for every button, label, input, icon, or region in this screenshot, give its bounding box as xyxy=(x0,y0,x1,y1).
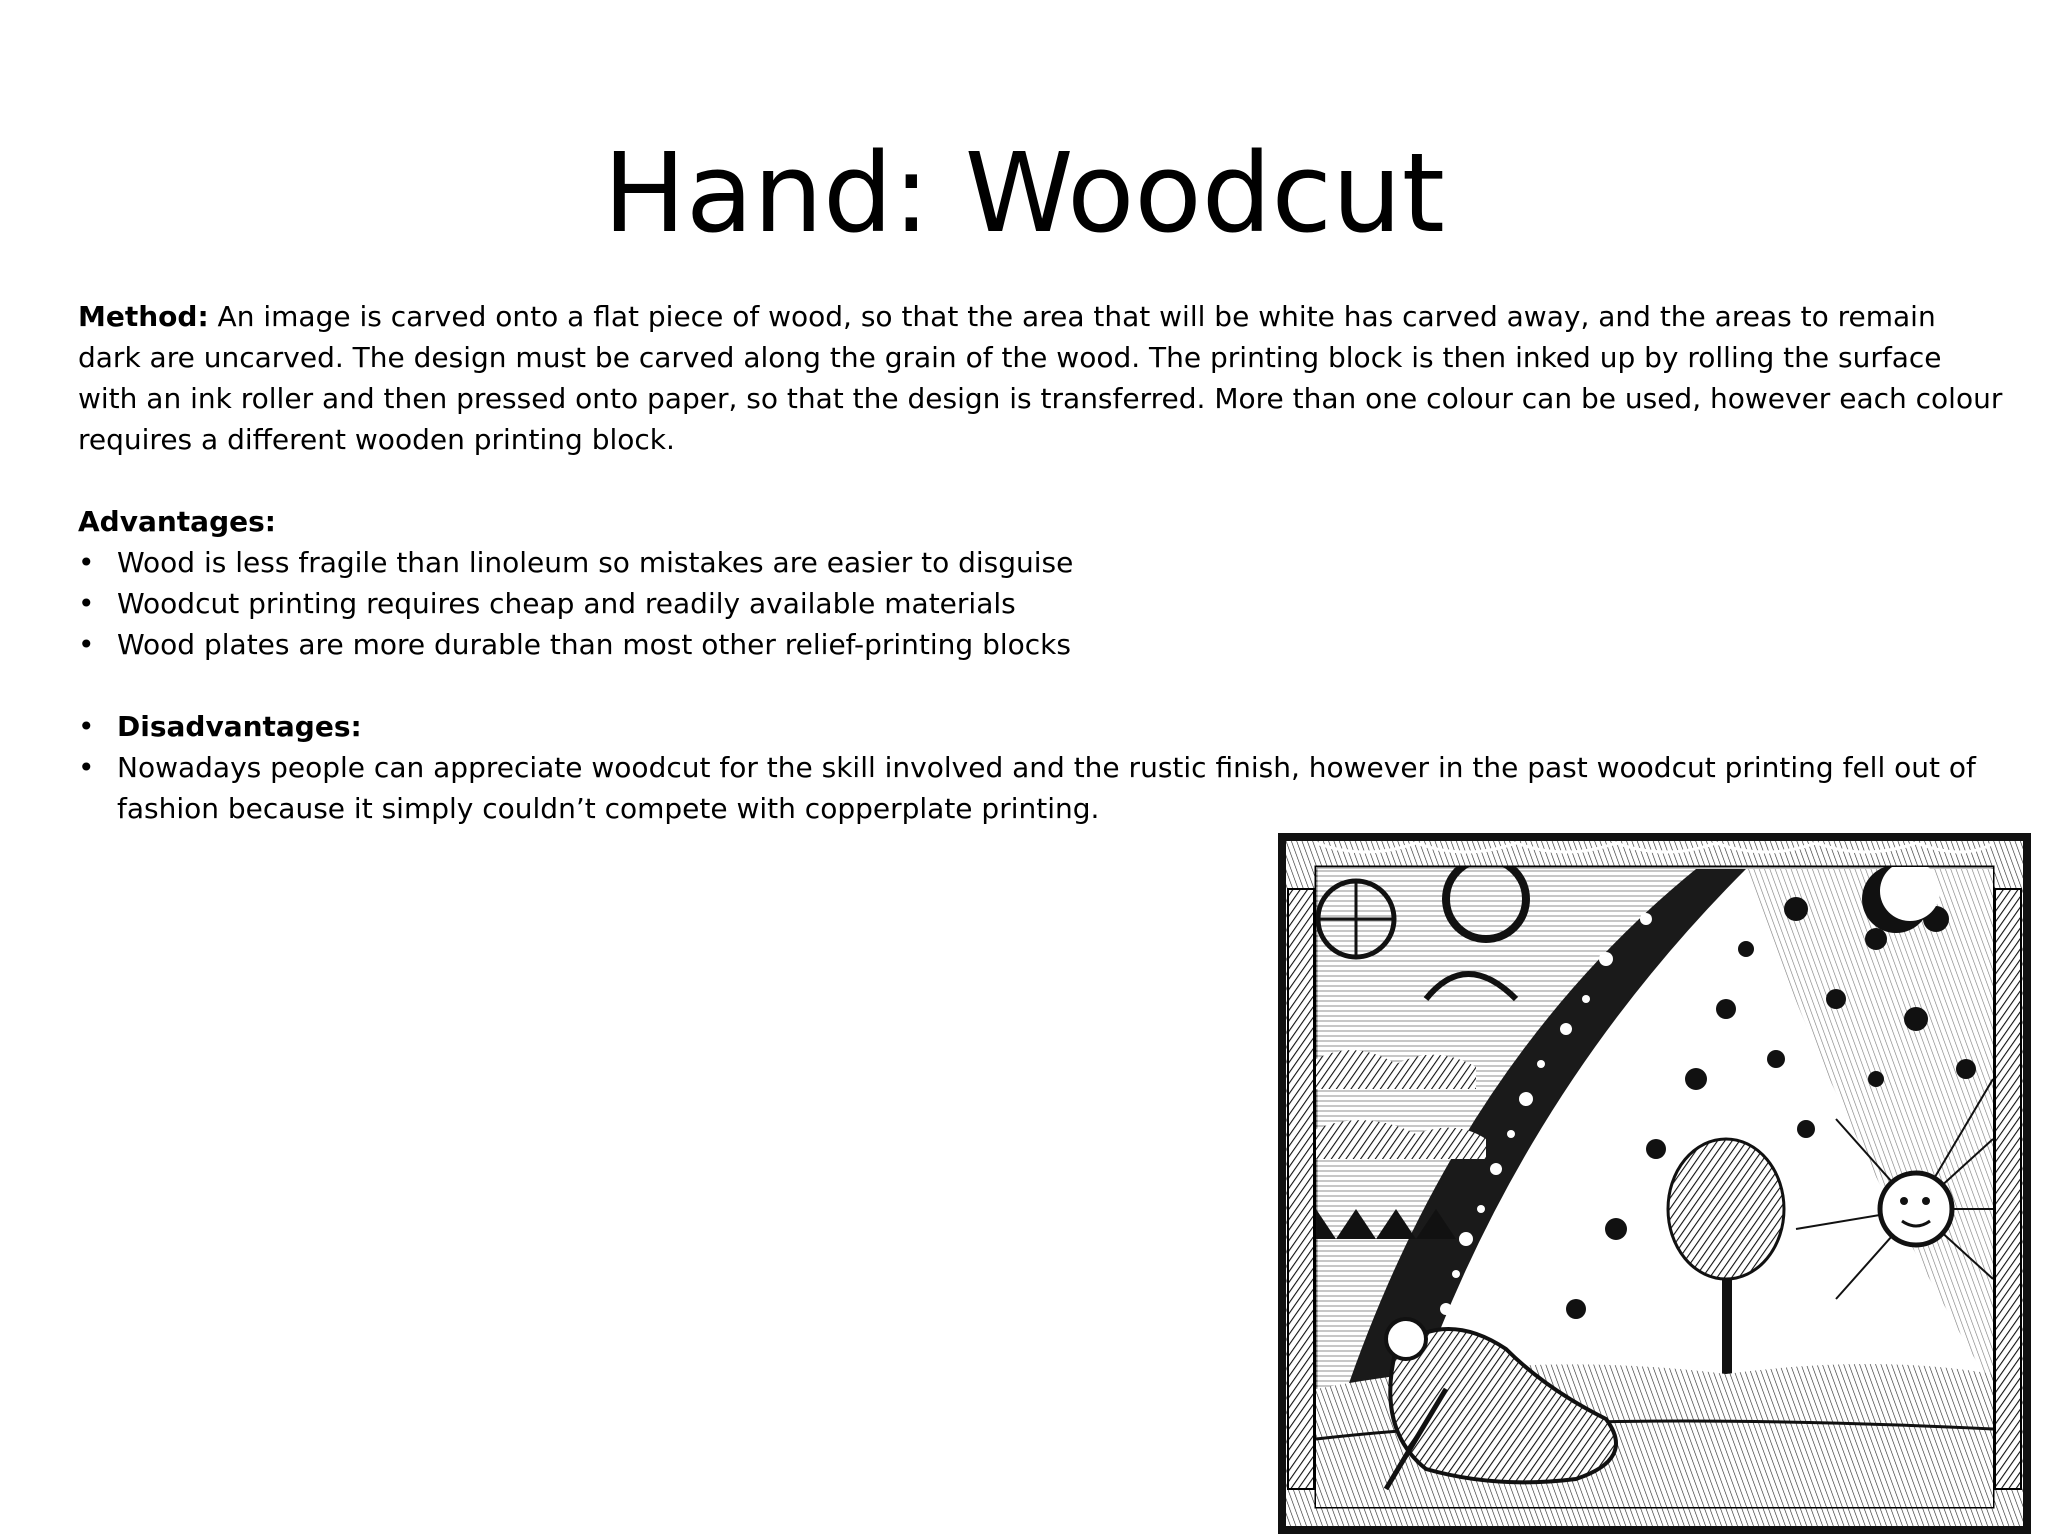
advantages-list xyxy=(78,542,2003,665)
disadvantages-heading-item xyxy=(78,706,2003,747)
spacer xyxy=(78,665,2003,706)
advantage-text: Woodcut printing requires cheap and readily available materials xyxy=(117,587,1016,620)
advantage-text: Wood is less fragile than linoleum so mistakes are easier to disguise xyxy=(117,546,1074,579)
advantage-item xyxy=(78,542,2003,583)
flammarion-woodcut-image xyxy=(1276,829,2033,1536)
slide-title: Hand: Woodcut xyxy=(603,129,1445,257)
disadvantage-text: Nowadays people can appreciate woodcut for the skill involved and the rustic finish, however in the past woodcut printing fell out of fashion because it simply couldn’t compete with copperplate printing. xyxy=(117,751,1976,825)
method-paragraph xyxy=(78,296,2003,460)
advantage-text: Wood plates are more durable than most other relief-printing blocks xyxy=(117,628,1071,661)
disadvantage-item xyxy=(78,747,2003,829)
advantages-heading: Advantages: xyxy=(78,505,276,538)
method-text: An image is carved onto a flat piece of wood, so that the area that will be white has carved away, and the areas to remain dark are uncarved. The design must be carved along the grain of the wood. The printing block is then inked up by rolling the surface with an ink roller and then pressed onto paper, so that the design is transferred. More than one colour can be used, however each colour requires a different wooden printing block. xyxy=(78,300,2003,456)
spacer xyxy=(78,460,2003,501)
advantage-item xyxy=(78,624,2003,665)
method-label: Method: xyxy=(78,300,209,333)
disadvantages-list xyxy=(78,706,2003,829)
bullet-icon: • xyxy=(78,710,95,743)
bullet-icon: • xyxy=(78,628,95,661)
slide-body xyxy=(78,296,2003,829)
bullet-icon: • xyxy=(78,546,95,579)
bullet-icon: • xyxy=(78,751,95,784)
disadvantages-heading: Disadvantages: xyxy=(117,710,362,743)
advantage-item xyxy=(78,583,2003,624)
bullet-icon: • xyxy=(78,587,95,620)
